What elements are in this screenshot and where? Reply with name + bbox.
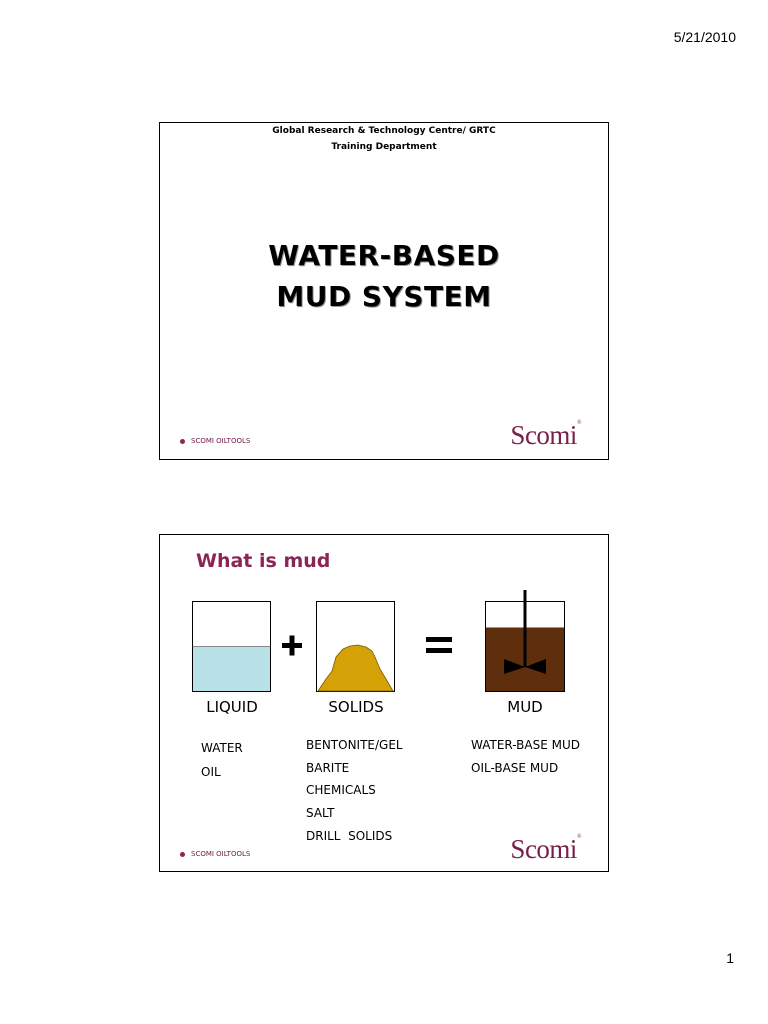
liquid-beaker-icon (193, 602, 271, 692)
mud-item: WATER-BASE MUD (471, 738, 580, 752)
page-number: 1 (726, 950, 734, 966)
header-organization: Global Research & Technology Centre/ GRTC (272, 126, 496, 136)
liquid-item: OIL (201, 765, 221, 779)
registered-mark-icon: ® (576, 420, 581, 426)
brand-bullet-icon (180, 439, 185, 444)
registered-mark-icon: ® (576, 834, 581, 840)
solids-item: BARITE (306, 761, 350, 775)
solids-label: SOLIDS (328, 698, 384, 716)
slide-title-line1: WATER-BASED (268, 239, 500, 272)
footer-brand (180, 850, 250, 858)
plus-icon (282, 636, 302, 656)
brand-bullet-icon (180, 852, 185, 857)
slide-title-line2: MUD SYSTEM (276, 280, 492, 313)
liquid-item: WATER (201, 741, 243, 755)
slide2-title: What is mud (196, 550, 331, 572)
solids-item: CHEMICALS (306, 783, 376, 797)
solids-beaker-icon (317, 602, 395, 692)
footer-brand (180, 437, 250, 445)
solids-item: BENTONITE/GEL (306, 738, 403, 752)
scomi-logo (510, 834, 581, 865)
footer-brand-text: SCOMI OILTOOLS (191, 850, 251, 858)
slide-title (159, 122, 609, 460)
footer-brand-text: SCOMI OILTOOLS (191, 437, 251, 445)
solids-item: DRILL SOLIDS (306, 829, 393, 843)
equals-icon (426, 637, 452, 653)
logo-text: Scomi (510, 420, 577, 450)
page-date: 5/21/2010 (673, 29, 736, 45)
mud-item: OIL-BASE MUD (471, 761, 559, 775)
liquid-label: LIQUID (206, 698, 258, 716)
solids-item: SALT (306, 806, 335, 820)
mud-label: MUD (507, 698, 543, 716)
scomi-logo (510, 420, 581, 451)
logo-text: Scomi (510, 834, 577, 864)
mud-beaker-icon (486, 590, 565, 692)
header-department: Training Department (331, 142, 437, 152)
slide-what-is-mud (159, 534, 609, 872)
